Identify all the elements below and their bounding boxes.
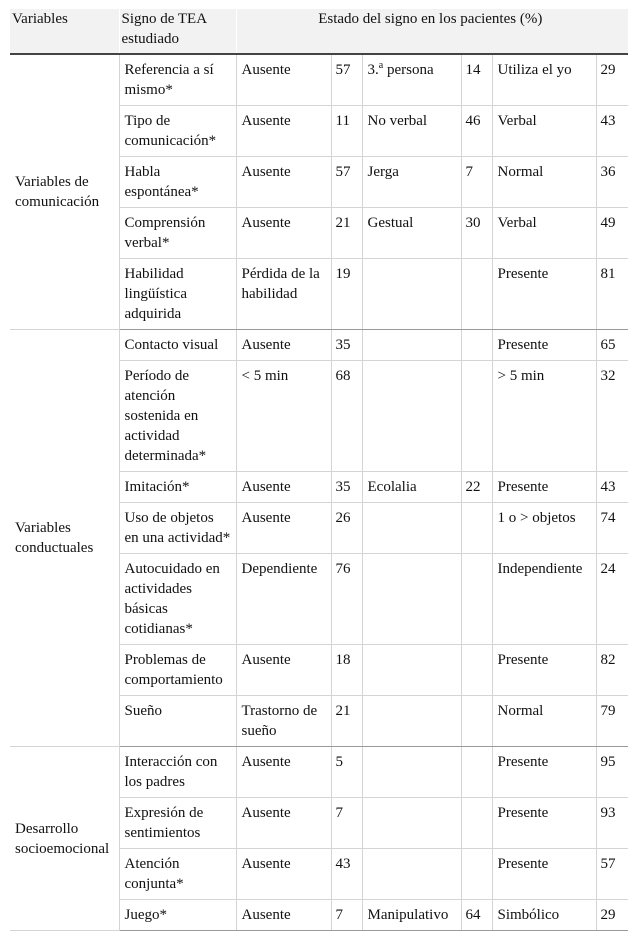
- state-3-cell: Normal: [492, 157, 596, 208]
- state-2-cell: [362, 747, 461, 798]
- state-3-cell: Verbal: [492, 208, 596, 259]
- value-2-cell: [461, 361, 492, 472]
- state-2-cell: Gestual: [362, 208, 461, 259]
- signo-cell: Uso de objetos en una actividad*: [119, 503, 236, 554]
- group-label: Desarrollo socioemocional: [10, 747, 119, 931]
- group-label: Variables de comunicación: [10, 54, 119, 330]
- state-3-cell: > 5 min: [492, 361, 596, 472]
- value-1-cell: 57: [331, 54, 362, 106]
- value-3-cell: 29: [596, 900, 628, 931]
- value-2-cell: [461, 747, 492, 798]
- signo-cell: Problemas de comportamiento: [119, 645, 236, 696]
- results-table: [10, 9, 628, 931]
- state-2-cell: [362, 503, 461, 554]
- state-3-cell: Verbal: [492, 106, 596, 157]
- value-3-cell: 81: [596, 259, 628, 330]
- state-1-cell: Dependiente: [236, 554, 331, 645]
- results-table-container: [10, 9, 628, 931]
- value-1-cell: 43: [331, 849, 362, 900]
- signo-cell: Sueño: [119, 696, 236, 747]
- state-3-cell: Presente: [492, 849, 596, 900]
- state-1-cell: Ausente: [236, 798, 331, 849]
- state-1-cell: Ausente: [236, 503, 331, 554]
- value-2-cell: [461, 554, 492, 645]
- state-3-cell: Simbólico: [492, 900, 596, 931]
- value-1-cell: 11: [331, 106, 362, 157]
- signo-cell: Juego*: [119, 900, 236, 931]
- signo-cell: Contacto visual: [119, 330, 236, 361]
- value-1-cell: 21: [331, 696, 362, 747]
- state-1-cell: Ausente: [236, 208, 331, 259]
- value-3-cell: 95: [596, 747, 628, 798]
- state-2-cell: Jerga: [362, 157, 461, 208]
- signo-cell: Interacción con los padres: [119, 747, 236, 798]
- state-1-cell: Trastorno de sueño: [236, 696, 331, 747]
- value-1-cell: 76: [331, 554, 362, 645]
- state-2-cell: [362, 645, 461, 696]
- value-2-cell: [461, 330, 492, 361]
- value-3-cell: 93: [596, 798, 628, 849]
- value-2-cell: [461, 798, 492, 849]
- state-1-cell: Ausente: [236, 645, 331, 696]
- header-row: [10, 9, 628, 54]
- state-3-cell: 1 o > objetos: [492, 503, 596, 554]
- value-3-cell: 36: [596, 157, 628, 208]
- table-body: [10, 54, 628, 931]
- value-2-cell: [461, 645, 492, 696]
- signo-cell: Período de atención sostenida en actividad determinada*: [119, 361, 236, 472]
- value-1-cell: 26: [331, 503, 362, 554]
- state-2-cell: [362, 798, 461, 849]
- table-row: [10, 54, 628, 106]
- signo-cell: Habla espontánea*: [119, 157, 236, 208]
- value-1-cell: 5: [331, 747, 362, 798]
- value-2-cell: [461, 696, 492, 747]
- signo-cell: Expresión de sentimientos: [119, 798, 236, 849]
- state-2-cell: 3.$^a$ persona: [362, 54, 461, 106]
- header-variables: Variables: [10, 9, 119, 54]
- value-3-cell: 82: [596, 645, 628, 696]
- state-3-cell: Presente: [492, 798, 596, 849]
- header-estado: Estado del signo en los pacientes (%): [236, 9, 628, 54]
- state-3-cell: Presente: [492, 747, 596, 798]
- value-1-cell: 7: [331, 900, 362, 931]
- value-3-cell: 43: [596, 472, 628, 503]
- value-2-cell: 14: [461, 54, 492, 106]
- state-2-cell: [362, 554, 461, 645]
- value-3-cell: 74: [596, 503, 628, 554]
- value-2-cell: [461, 503, 492, 554]
- state-2-cell: [362, 361, 461, 472]
- value-3-cell: 32: [596, 361, 628, 472]
- table-row: [10, 330, 628, 361]
- value-2-cell: 7: [461, 157, 492, 208]
- state-2-cell: Manipulativo: [362, 900, 461, 931]
- value-1-cell: 19: [331, 259, 362, 330]
- value-1-cell: 35: [331, 472, 362, 503]
- state-1-cell: Ausente: [236, 54, 331, 106]
- value-2-cell: [461, 259, 492, 330]
- value-2-cell: 30: [461, 208, 492, 259]
- state-3-cell: Normal: [492, 696, 596, 747]
- value-3-cell: 29: [596, 54, 628, 106]
- value-3-cell: 43: [596, 106, 628, 157]
- group-label: Variables conductuales: [10, 330, 119, 747]
- signo-cell: Habilidad lingüística adquirida: [119, 259, 236, 330]
- signo-cell: Autocuidado en actividades básicas cotidianas*: [119, 554, 236, 645]
- state-1-cell: Ausente: [236, 900, 331, 931]
- signo-cell: Comprensión verbal*: [119, 208, 236, 259]
- signo-cell: Tipo de comunicación*: [119, 106, 236, 157]
- value-2-cell: 46: [461, 106, 492, 157]
- state-1-cell: < 5 min: [236, 361, 331, 472]
- state-2-cell: [362, 696, 461, 747]
- signo-cell: Atención conjunta*: [119, 849, 236, 900]
- state-1-cell: Ausente: [236, 157, 331, 208]
- signo-cell: Imitación*: [119, 472, 236, 503]
- header-signo: Signo de TEA estudiado: [119, 9, 236, 54]
- state-3-cell: Presente: [492, 645, 596, 696]
- signo-cell: Referencia a sí mismo*: [119, 54, 236, 106]
- value-1-cell: 7: [331, 798, 362, 849]
- state-3-cell: Presente: [492, 472, 596, 503]
- value-2-cell: 64: [461, 900, 492, 931]
- state-3-cell: Presente: [492, 330, 596, 361]
- value-1-cell: 35: [331, 330, 362, 361]
- state-2-cell: [362, 259, 461, 330]
- value-1-cell: 21: [331, 208, 362, 259]
- value-2-cell: 22: [461, 472, 492, 503]
- value-2-cell: [461, 849, 492, 900]
- state-1-cell: Ausente: [236, 106, 331, 157]
- state-1-cell: Pérdida de la habilidad: [236, 259, 331, 330]
- value-1-cell: 57: [331, 157, 362, 208]
- state-2-cell: Ecolalia: [362, 472, 461, 503]
- value-3-cell: 49: [596, 208, 628, 259]
- state-1-cell: Ausente: [236, 330, 331, 361]
- value-3-cell: 57: [596, 849, 628, 900]
- state-2-cell: [362, 849, 461, 900]
- state-2-cell: [362, 330, 461, 361]
- state-3-cell: Presente: [492, 259, 596, 330]
- table-row: [10, 747, 628, 798]
- value-3-cell: 65: [596, 330, 628, 361]
- value-3-cell: 24: [596, 554, 628, 645]
- state-1-cell: Ausente: [236, 472, 331, 503]
- state-1-cell: Ausente: [236, 849, 331, 900]
- state-3-cell: Utiliza el yo: [492, 54, 596, 106]
- value-1-cell: 18: [331, 645, 362, 696]
- value-3-cell: 79: [596, 696, 628, 747]
- state-1-cell: Ausente: [236, 747, 331, 798]
- state-2-cell: No verbal: [362, 106, 461, 157]
- state-3-cell: Independiente: [492, 554, 596, 645]
- value-1-cell: 68: [331, 361, 362, 472]
